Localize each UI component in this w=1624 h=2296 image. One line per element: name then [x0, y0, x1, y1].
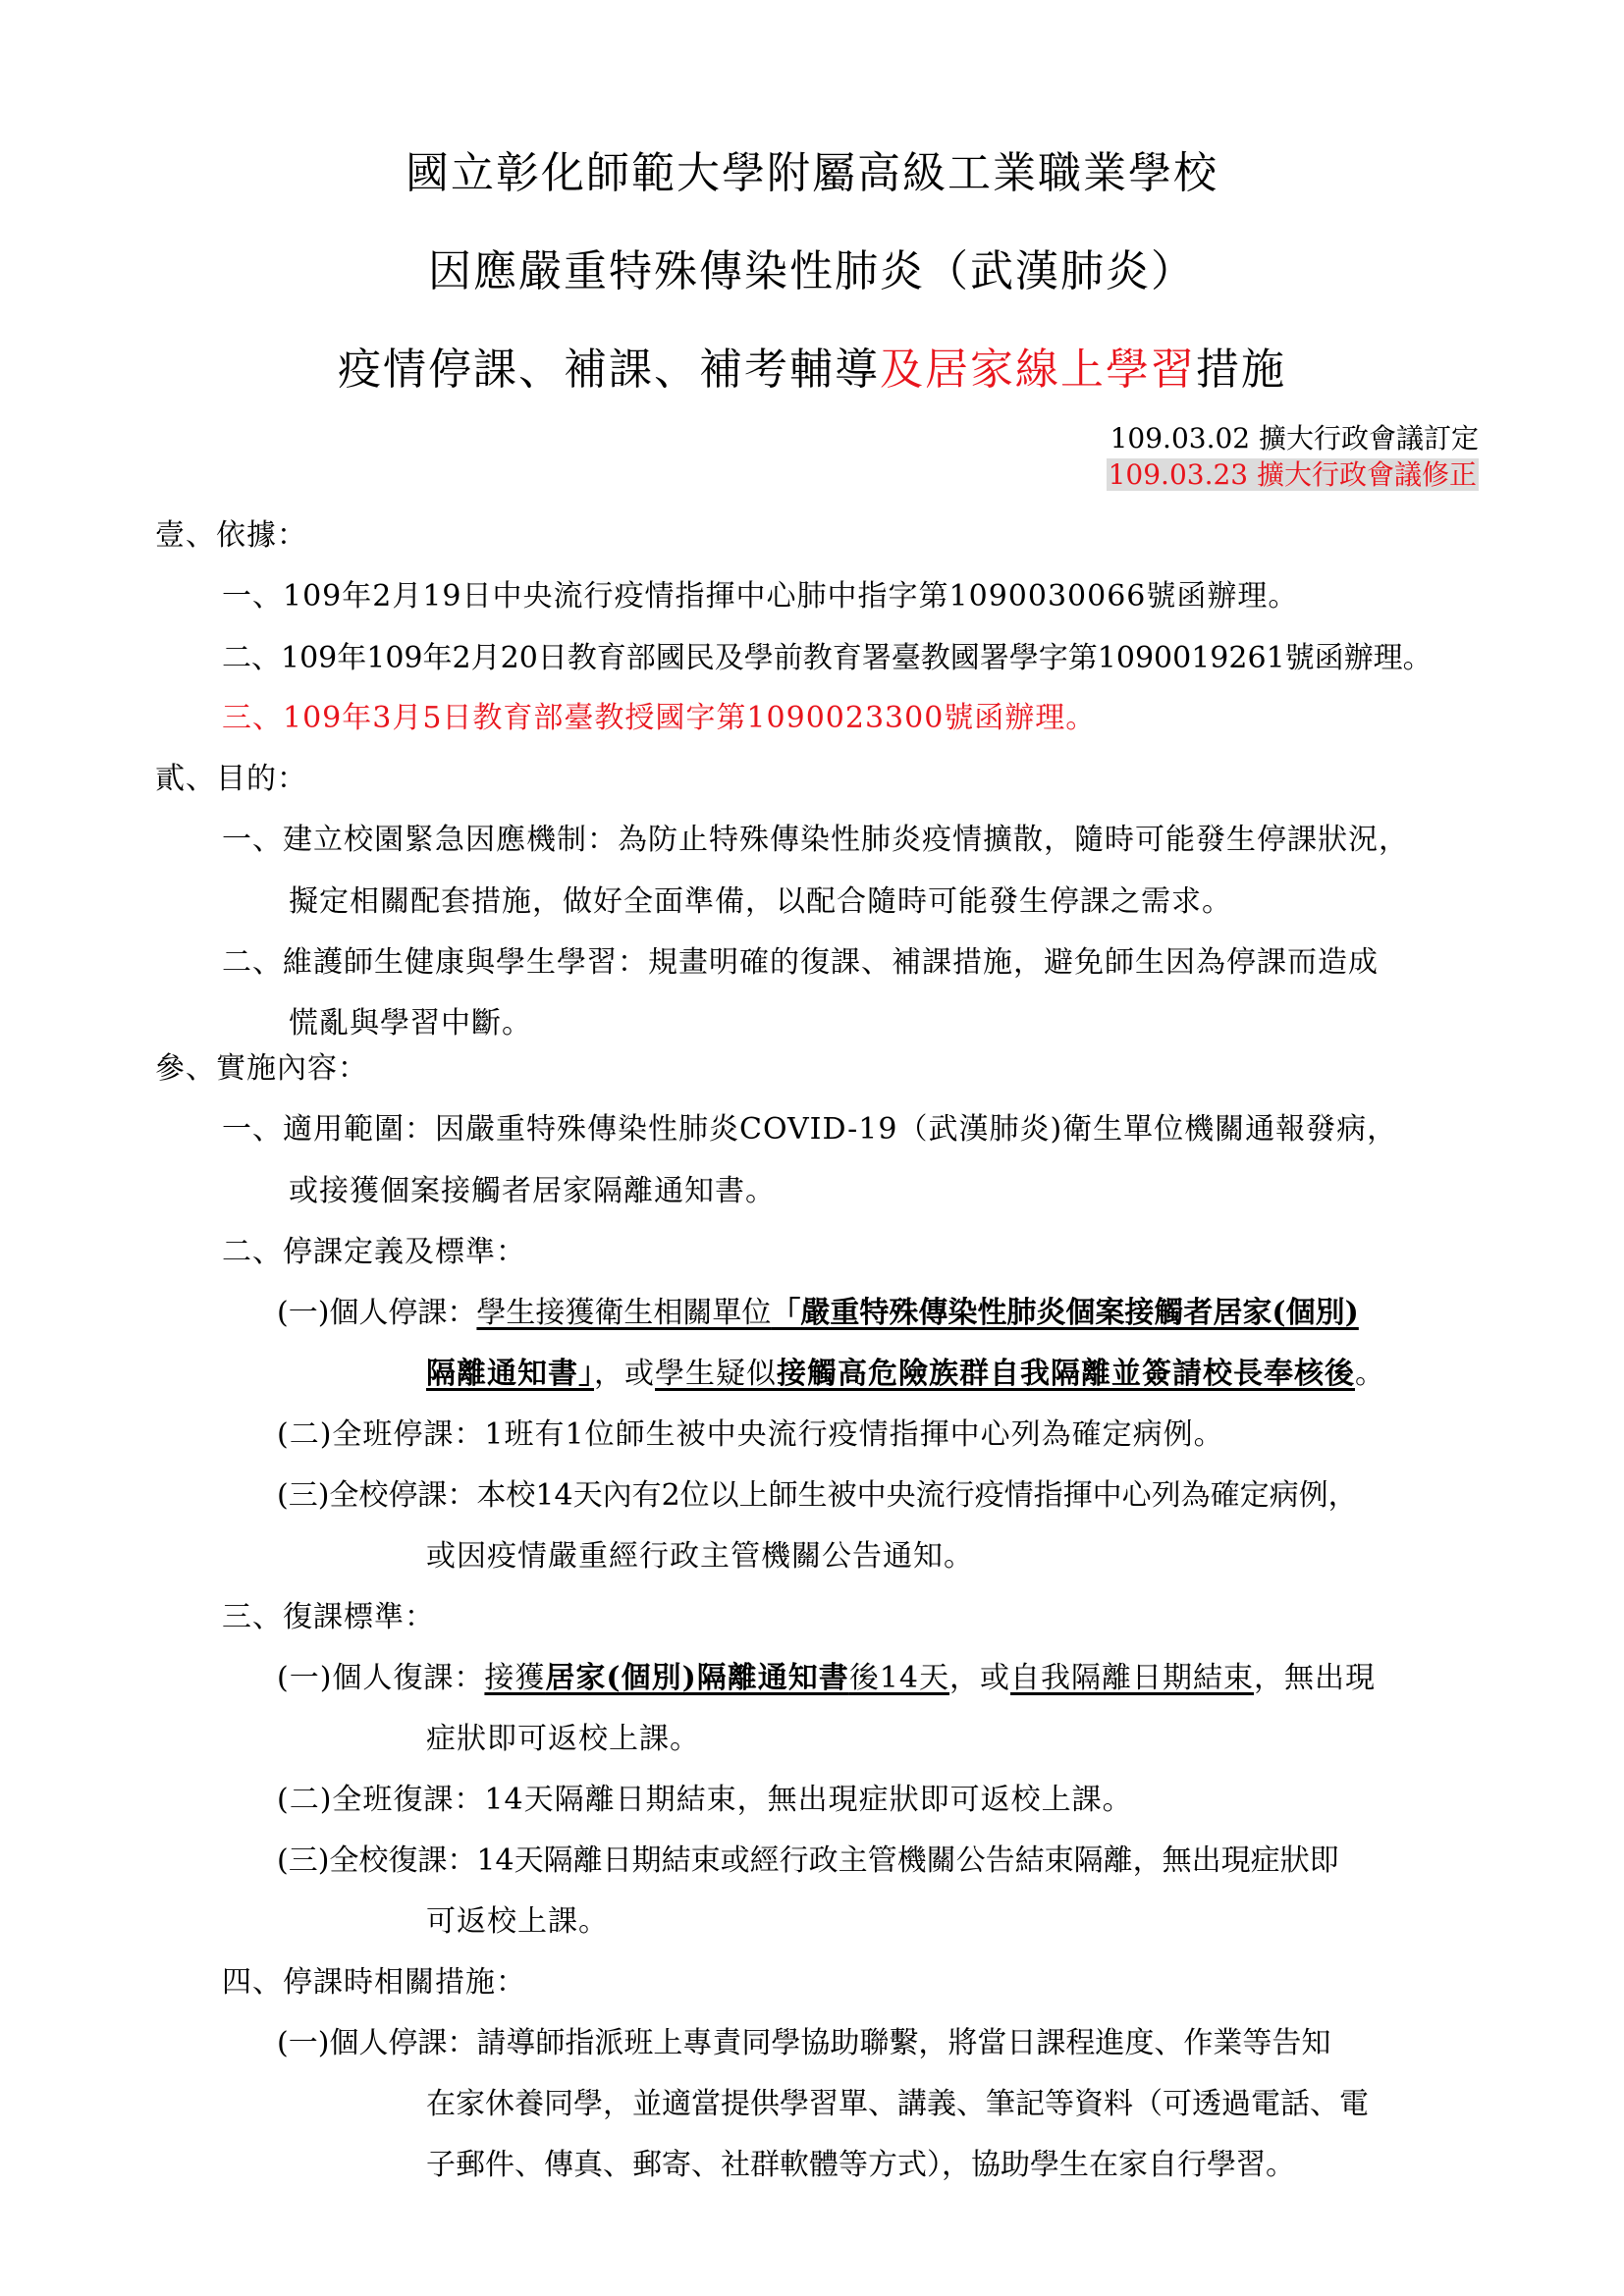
- item-2-1-mid: ，或: [594, 1357, 655, 1391]
- doc-title-line3-red: 及居家線上學習: [880, 345, 1196, 395]
- item-3-1-end: ，無出現: [1254, 1661, 1376, 1695]
- section-3-item-3-2: (二)全班復課：14天隔離日期結束，無出現症狀即可返校上課。: [277, 1783, 1133, 1817]
- item-2-1-label: (一)個人停課：: [277, 1296, 477, 1330]
- section-3-item-2-2: (二)全班停課：1班有1位師生被中央流行疫情指揮中心列為確定病例。: [277, 1417, 1224, 1452]
- section-2-item-2b: 慌亂與學習中斷。: [289, 1006, 532, 1041]
- item-2-1-bold-1: 「嚴重特殊傳染性肺炎個案接觸者居家(個別): [771, 1296, 1359, 1330]
- section-1-item-3: 三、109年3月5日教育部臺教授國字第1090023300號函辦理。: [222, 701, 1097, 735]
- section-3-item-3-1a: [277, 1653, 1376, 1696]
- section-2-heading: 貳、目的：: [155, 762, 307, 796]
- section-3-item-1b: 或接獲個案接觸者居家隔離通知書。: [289, 1174, 776, 1208]
- section-3-item-4-1b: 在家休養同學，並適當提供學習單、講義、筆記等資料（可透過電話、電: [426, 2087, 1369, 2121]
- doc-title-line2: 因應嚴重特殊傳染性肺炎（武漢肺炎）: [428, 246, 1196, 296]
- section-3-item-2-3a: (三)全校停課：本校14天內有2位以上師生被中央流行疫情指揮中心列為確定病例，: [277, 1478, 1358, 1513]
- item-3-1-mid: ，或: [949, 1661, 1010, 1695]
- item-3-1-underlined-2: 後14天: [848, 1661, 949, 1695]
- section-3-item-2-1b: [426, 1349, 1385, 1392]
- section-2-item-1b: 擬定相關配套措施，做好全面準備，以配合隨時可能發生停課之需求。: [289, 884, 1232, 919]
- item-3-1-underlined-1: 接獲: [484, 1661, 546, 1695]
- revision-note-2-text: 109.03.23 擴大行政會議修正: [1108, 458, 1477, 491]
- item-3-1-label: (一)個人復課：: [277, 1661, 485, 1695]
- doc-title-line3-post: 措施: [1196, 345, 1286, 395]
- section-3-item-4: 四、停課時相關措施：: [222, 1965, 526, 2000]
- section-3-item-4-1c: 子郵件、傳真、郵寄、社群軟體等方式），協助學生在家自行學習。: [426, 2148, 1295, 2182]
- revision-note-1: 109.03.02 擴大行政會議訂定: [1110, 422, 1479, 454]
- section-3-item-4-1a: (一)個人停課：請導師指派班上專責同學協助聯繫，將當日課程進度、作業等告知: [277, 2026, 1331, 2060]
- doc-title-line3: [0, 334, 1624, 397]
- section-1-item-2: 二、109年109年2月20日教育部國民及學前教育署臺教國署學字第1090019261號函辦理。: [222, 641, 1433, 675]
- item-2-1-underlined-1: 學生接獲衛生相關單位: [476, 1296, 772, 1330]
- section-3-item-3-3a: (三)全校復課：14天隔離日期結束或經行政主管機關公告結束隔離，無出現症狀即: [277, 1843, 1339, 1878]
- doc-title-line1: 國立彰化師範大學附屬高級工業職業學校: [406, 148, 1218, 198]
- section-3-item-2: 二、停課定義及標準：: [222, 1235, 526, 1269]
- section-3-item-3-3b: 可返校上課。: [426, 1904, 609, 1939]
- section-2-item-1a: 一、建立校園緊急因應機制：為防止特殊傳染性肺炎疫情擴散，隨時可能發生停課狀況，: [222, 823, 1409, 857]
- section-3-item-2-3b: 或因疫情嚴重經行政主管機關公告通知。: [426, 1539, 974, 1574]
- section-1-heading: 壹、依據：: [155, 518, 307, 553]
- section-3-item-2-1a: [277, 1288, 1359, 1331]
- section-3-item-3: 三、復課標準：: [222, 1600, 435, 1634]
- item-3-1-bold-1: 居家(個別)隔離通知書: [545, 1661, 849, 1695]
- doc-title-line3-pre: 疫情停課、補課、補考輔導: [338, 345, 880, 395]
- item-3-1-underlined-3: 自我隔離日期結束: [1010, 1661, 1254, 1695]
- section-2-item-2a: 二、維護師生健康與學生學習：規畫明確的復課、補課措施，避免師生因為停課而造成: [222, 945, 1379, 980]
- section-1-item-1: 一、109年2月19日中央流行疫情指揮中心肺中指字第1090030066號函辦理。: [222, 579, 1299, 614]
- revision-note-2: [1107, 454, 1479, 493]
- section-3-item-1a: 一、適用範圍：因嚴重特殊傳染性肺炎COVID-19（武漢肺炎)衛生單位機關通報發病，: [222, 1112, 1398, 1147]
- section-3-item-3-1b: 症狀即可返校上課。: [426, 1722, 700, 1756]
- item-2-1-end: 。: [1355, 1357, 1385, 1391]
- item-2-1-bold-3: 接觸高危險族群自我隔離並簽請校長奉核後: [777, 1357, 1355, 1391]
- item-2-1-underlined-2: 學生疑似: [655, 1357, 777, 1391]
- item-2-1-bold-2: 隔離通知書」: [426, 1357, 594, 1391]
- section-3-heading: 參、實施內容：: [155, 1051, 368, 1086]
